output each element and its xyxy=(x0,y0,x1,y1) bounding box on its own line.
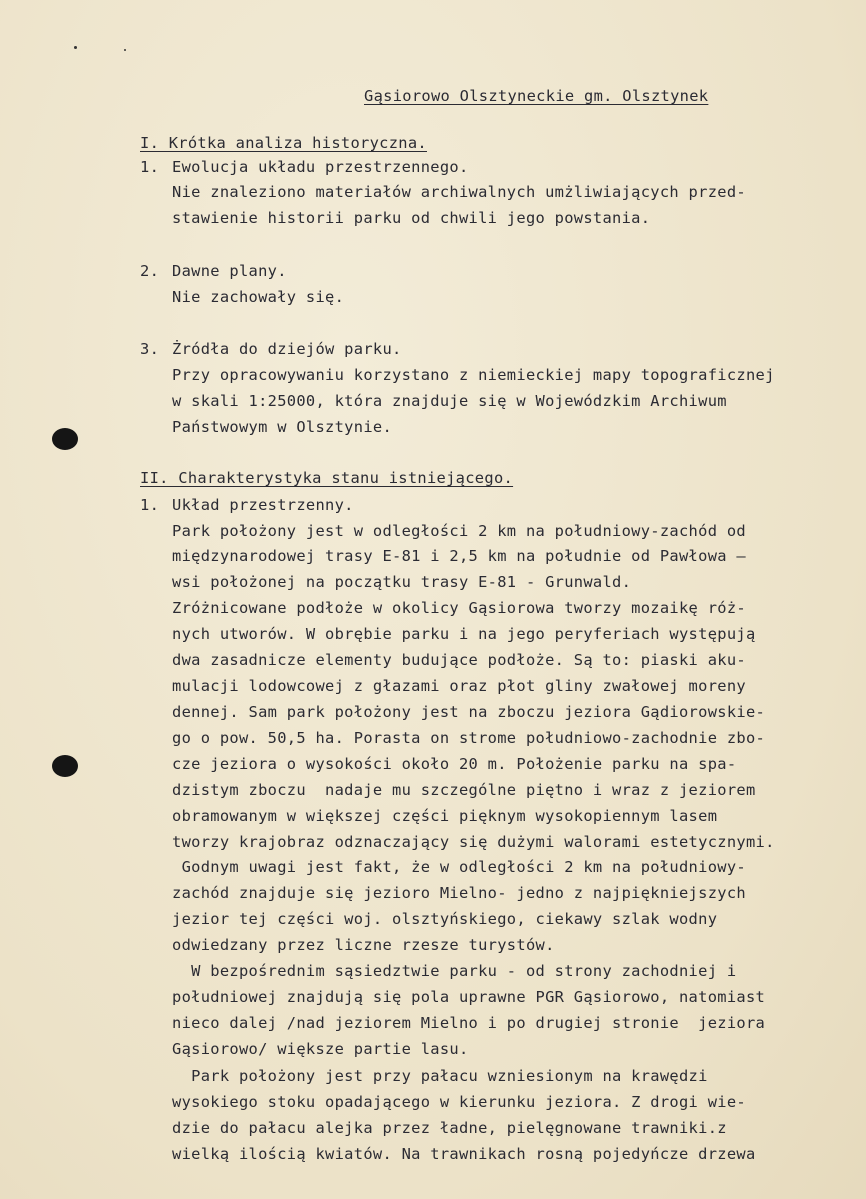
text-line: obramowanym w większej części pięknym wysokopiennym lasem xyxy=(172,807,718,825)
text-line: zachód znajduje się jezioro Mielno- jedno z najpiękniejszych xyxy=(172,884,746,902)
section-heading-1: I. Krótka analiza historyczna. xyxy=(140,134,427,152)
text-line: Park położony jest przy pałacu wzniesionym na krawędzi xyxy=(172,1067,708,1085)
text-line: go o pow. 50,5 ha. Porasta on strome południowo-zachodnie zbo- xyxy=(172,729,766,747)
text-line: Gąsiorowo/ większe partie lasu. xyxy=(172,1040,469,1058)
document-title: Gąsiorowo Olsztyneckie gm. Olsztynek xyxy=(364,87,709,105)
item-number: 1. xyxy=(140,496,160,514)
text-line: międzynarodowej trasy E-81 i 2,5 km na południe od Pawłowa — xyxy=(172,547,746,565)
text-line: Godnym uwagi jest fakt, że w odległości 2 km na południowy- xyxy=(172,858,746,876)
text-line: Zróżnicowane podłoże w okolicy Gąsiorowa tworzy mozaikę róż- xyxy=(172,599,746,617)
text-line: Przy opracowywaniu korzystano z niemieckiej mapy topograficznej xyxy=(172,366,775,384)
text-line: nieco dalej /nad jeziorem Mielno i po drugiej stronie jeziora xyxy=(172,1014,766,1032)
text-line: dzistym zboczu nadaje mu szczególne piętno i wraz z jeziorem xyxy=(172,781,756,799)
text-line: Park położony jest w odległości 2 km na południowy-zachód od xyxy=(172,522,746,540)
item-title: Żródła do dziejów parku. xyxy=(172,340,402,358)
paper-speck xyxy=(74,46,77,49)
text-line: dzie do pałacu alejka przez ładne, pielęgnowane trawniki.z xyxy=(172,1119,727,1137)
item-number: 1. xyxy=(140,158,160,176)
text-line: w skali 1:25000, która znajduje się w Wojewódzkim Archiwum xyxy=(172,392,727,410)
text-line: południowej znajdują się pola uprawne PGR Gąsiorowo, natomiast xyxy=(172,988,766,1006)
text-line: dennej. Sam park położony jest na zboczu jeziora Gądiorowskie- xyxy=(172,703,766,721)
text-line: odwiedzany przez liczne rzesze turystów. xyxy=(172,936,555,954)
text-line: cze jeziora o wysokości około 20 m. Położenie parku na spa- xyxy=(172,755,737,773)
text-line: wsi położonej na początku trasy E-81 - Grunwald. xyxy=(172,573,632,591)
text-line: Nie znaleziono materiałów archiwalnych umżliwiających przed- xyxy=(172,183,746,201)
item-title: Ewolucja układu przestrzennego. xyxy=(172,158,469,176)
text-line: jezior tej części woj. olsztyńskiego, ciekawy szlak wodny xyxy=(172,910,718,928)
text-line: mulacji lodowcowej z głazami oraz płot gliny zwałowej moreny xyxy=(172,677,746,695)
text-line: wielką ilością kwiatów. Na trawnikach rosną pojedyńcze drzewa xyxy=(172,1145,756,1163)
text-line: Nie zachowały się. xyxy=(172,288,345,306)
item-number: 2. xyxy=(140,262,160,280)
text-line: nych utworów. W obrębie parku i na jego peryferiach występują xyxy=(172,625,756,643)
text-line: W bezpośrednim sąsiedztwie parku - od strony zachodniej i xyxy=(172,962,737,980)
section-heading-2: II. Charakterystyka stanu istniejącego. xyxy=(140,469,514,487)
text-line: stawienie historii parku od chwili jego powstania. xyxy=(172,209,651,227)
item-number: 3. xyxy=(140,340,160,358)
text-line: dwa zasadnicze elementy budujące podłoże. Są to: piaski aku- xyxy=(172,651,746,669)
punch-hole xyxy=(52,755,78,777)
text-line: Państwowym w Olsztynie. xyxy=(172,418,393,436)
punch-hole xyxy=(52,428,78,450)
text-line: wysokiego stoku opadającego w kierunku jeziora. Z drogi wie- xyxy=(172,1093,746,1111)
item-title: Dawne plany. xyxy=(172,262,287,280)
item-title: Układ przestrzenny. xyxy=(172,496,354,514)
text-line: tworzy krajobraz odznaczający się dużymi walorami estetycznymi. xyxy=(172,833,775,851)
paper-speck xyxy=(124,49,126,51)
